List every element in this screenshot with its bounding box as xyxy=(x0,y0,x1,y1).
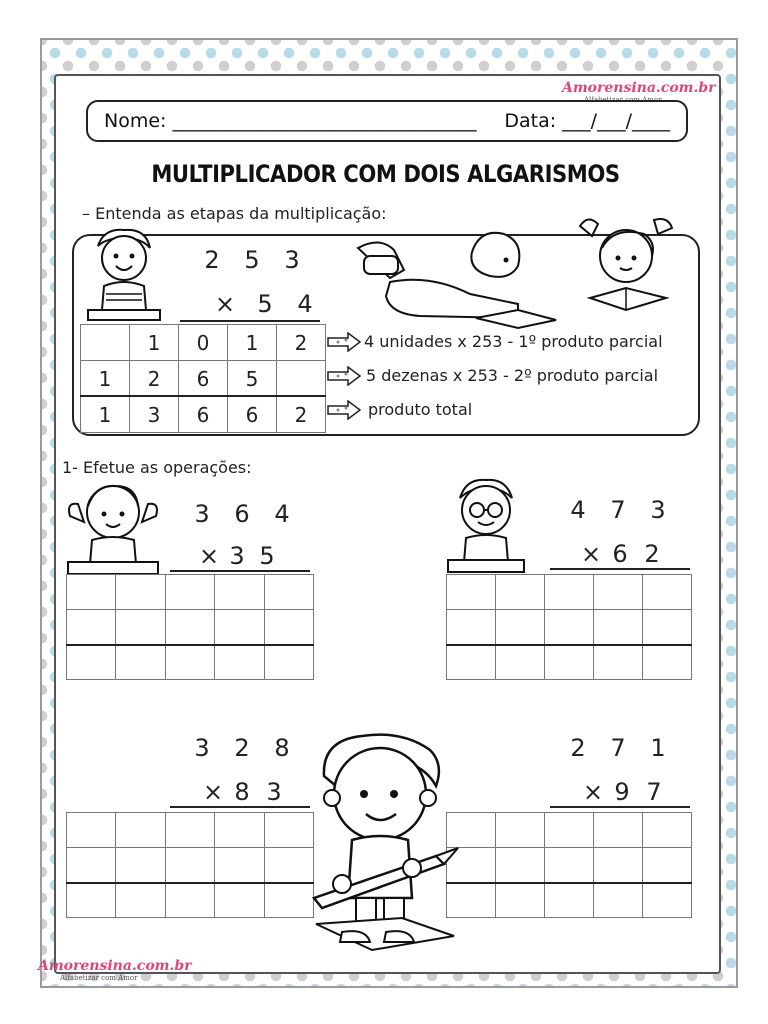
digit: 2 xyxy=(570,734,586,762)
arrow-icon xyxy=(326,332,362,352)
footer-logo xyxy=(38,958,192,982)
exercise-4-underline xyxy=(550,806,690,808)
name-date-box xyxy=(86,100,688,142)
exercise-4-grid[interactable] xyxy=(446,812,692,918)
digit: 3 xyxy=(194,500,210,528)
grid-cell: 1 xyxy=(81,361,130,397)
grid-cell: 0 xyxy=(179,325,228,361)
exercise-3-bottom xyxy=(200,778,290,806)
digit: 2 xyxy=(234,734,250,762)
digit: 2 xyxy=(204,246,220,274)
example-underline xyxy=(180,320,320,322)
top-logo-text: Amorensina.com.br xyxy=(562,80,716,96)
exercise-2-grid[interactable] xyxy=(446,574,692,680)
example-grid xyxy=(80,324,326,432)
grid-cell: 2 xyxy=(277,397,326,433)
arrow-icon xyxy=(326,400,362,420)
girl-reading-illustration xyxy=(574,212,678,320)
note-partial-2: 5 dezenas x 253 - 2º produto parcial xyxy=(366,366,659,385)
exercise-3-top xyxy=(182,734,302,762)
grid-cell: 1 xyxy=(130,325,179,361)
digit: 3 xyxy=(266,778,282,806)
times-sign: × xyxy=(214,290,236,318)
grid-cell: 5 xyxy=(228,361,277,397)
page-title: MULTIPLICADOR COM DOIS ALGARISMOS xyxy=(151,160,620,188)
digit: 1 xyxy=(650,734,666,762)
footer-logo-sub: Alfabetizar com Amor xyxy=(60,974,138,982)
arrow-icon xyxy=(326,366,362,386)
digit: 5 xyxy=(244,246,260,274)
boy-waving-illustration xyxy=(84,226,164,322)
exercise-1-top xyxy=(182,500,302,528)
digit: 3 xyxy=(194,734,210,762)
example-multiplicand xyxy=(192,246,312,274)
grid-cell: 6 xyxy=(179,397,228,433)
exercise-3-grid[interactable] xyxy=(66,812,314,918)
exercise-4-top xyxy=(558,734,678,762)
exercise-2-top xyxy=(558,496,678,524)
digit: 4 xyxy=(570,496,586,524)
boy-glasses-illustration xyxy=(446,474,526,574)
digit: 5 xyxy=(257,290,273,318)
digit: 3 xyxy=(284,246,300,274)
digit: 7 xyxy=(610,734,626,762)
grid-cell xyxy=(277,361,326,397)
grid-cell: 1 xyxy=(81,397,130,433)
times-sign: × xyxy=(582,778,604,806)
example-multiplier xyxy=(205,290,325,318)
grid-cell: 2 xyxy=(277,325,326,361)
note-partial-1: 4 unidades x 253 - 1º produto parcial xyxy=(364,332,663,351)
digit: 4 xyxy=(297,290,313,318)
digit: 5 xyxy=(259,542,275,570)
digit: 8 xyxy=(234,778,250,806)
date-field[interactable]: Data: ___/___/____ xyxy=(504,110,670,132)
times-sign: × xyxy=(202,778,224,806)
digit: 4 xyxy=(274,500,290,528)
times-sign: × xyxy=(580,540,602,568)
girl-pigtails-illustration xyxy=(66,476,160,576)
sum-line xyxy=(80,395,326,397)
digit: 6 xyxy=(612,540,628,568)
exercise-1-underline xyxy=(170,570,310,572)
sum-line xyxy=(446,644,692,646)
digit: 2 xyxy=(644,540,660,568)
exercise-1-bottom xyxy=(196,542,282,570)
boy-reading-illustration xyxy=(350,222,560,334)
exercise-1-grid[interactable] xyxy=(66,574,314,680)
grid-cell: 3 xyxy=(130,397,179,433)
digit: 7 xyxy=(610,496,626,524)
intro-text: – Entenda as etapas da multiplicação: xyxy=(82,204,387,223)
exercise-heading: 1- Efetue as operações: xyxy=(62,458,252,477)
times-sign: × xyxy=(198,542,220,570)
digit: 3 xyxy=(229,542,245,570)
digit: 7 xyxy=(646,778,662,806)
exercise-2-bottom xyxy=(578,540,668,568)
sum-line xyxy=(66,644,314,646)
digit: 9 xyxy=(614,778,630,806)
digit: 8 xyxy=(274,734,290,762)
exercise-4-bottom xyxy=(580,778,670,806)
sum-line xyxy=(446,882,692,884)
exercise-3-underline xyxy=(170,806,310,808)
grid-cell: 6 xyxy=(228,397,277,433)
grid-cell: 2 xyxy=(130,361,179,397)
sum-line xyxy=(66,882,314,884)
exercise-2-underline xyxy=(550,568,690,570)
digit: 3 xyxy=(650,496,666,524)
boy-pencil-illustration xyxy=(312,730,462,956)
grid-cell: 1 xyxy=(228,325,277,361)
digit: 6 xyxy=(234,500,250,528)
footer-logo-text: Amorensina.com.br xyxy=(38,958,192,974)
name-field[interactable]: Nome: ________________________________ xyxy=(104,110,477,132)
grid-cell xyxy=(81,325,130,361)
note-total: produto total xyxy=(368,400,473,419)
grid-cell: 6 xyxy=(179,361,228,397)
